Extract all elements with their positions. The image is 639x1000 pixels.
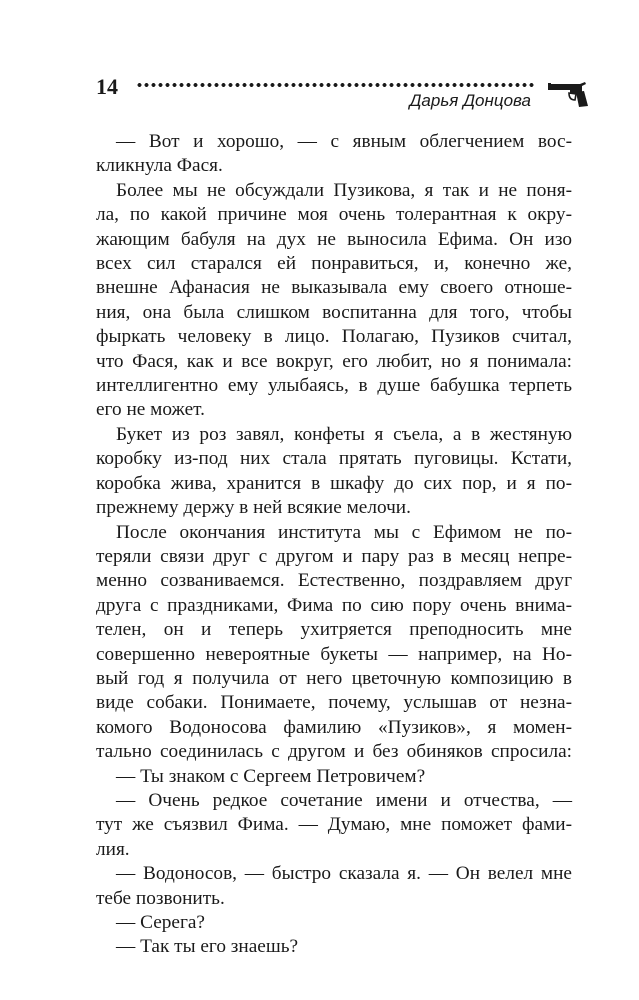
- paragraph: [96, 423, 572, 521]
- text-line: всех сил старался ей понравиться, и, конечно же,: [96, 253, 572, 275]
- text-line: менно созваниваемся. Естественно, поздравляем друг: [96, 570, 572, 592]
- text-line: комого Водоносова фамилию «Пузиков», я момен-: [96, 716, 572, 738]
- paragraph: [96, 521, 572, 765]
- text-line: После окончания института мы с Ефимом не по-: [116, 521, 572, 543]
- page-number: 14: [96, 74, 118, 99]
- paragraph: [96, 789, 572, 862]
- text-line: прежнему держу в ней всякие мелочи.: [96, 497, 411, 519]
- text-line: фыркать человеку в лицо. Полагаю, Пузиков считал,: [96, 326, 572, 348]
- text-line: теряли связи друг с другом и пару раз в месяц непре-: [96, 545, 572, 567]
- text-line: совершенно невероятные букеты — например, на Но-: [96, 643, 572, 665]
- text-line: вый год я получила от него цветочную композицию в: [96, 667, 572, 689]
- text-line: телен, он и теперь ухитряется преподносить мне: [96, 619, 572, 641]
- text-line: что Фася, как и все вокруг, его любит, но я понимала:: [96, 350, 572, 372]
- text-line: кликнула Фася.: [96, 155, 223, 177]
- paragraph: [96, 935, 572, 959]
- text-line: интеллигентно ему улыбаясь, в душе бабушка терпеть: [96, 375, 572, 397]
- text-line: внешне Афанасия не выказывала ему своего отноше-: [96, 277, 572, 299]
- text-line: его не может.: [96, 399, 205, 421]
- paragraph: [96, 765, 572, 789]
- text-line: ния, она была слишком воспитанна для того, чтобы: [96, 301, 572, 323]
- text-line: — Серега?: [116, 912, 205, 933]
- text-line: коробку из-под них стала прятать пуговицы. Кстати,: [96, 448, 572, 470]
- text-line: ла, по какой причине моя очень толерантная к окру-: [96, 204, 572, 226]
- body-text: [96, 130, 572, 960]
- text-line: — Водоносов, — быстро сказала я. — Он велел мне: [116, 863, 572, 885]
- revolver-icon: [548, 82, 588, 108]
- text-line: — Очень редкое сочетание имени и отчества, —: [116, 789, 572, 811]
- paragraph: [96, 911, 572, 935]
- text-line: — Так ты его знаешь?: [116, 936, 299, 958]
- text-line: Более мы не обсуждали Пузикова, я так и не поня-: [116, 179, 572, 201]
- text-line: — Ты знаком с Сергеем Петровичем?: [116, 765, 426, 787]
- text-line: тут же съязвил Фима. — Думаю, мне поможет фами-: [96, 814, 572, 836]
- text-line: коробка жива, хранится в шкафу до сих пор, и я по-: [96, 472, 572, 494]
- text-line: виде собаки. Понимаете, почему, услышав от незна-: [96, 692, 572, 714]
- text-line: тебе позвонить.: [96, 887, 225, 909]
- text-line: лия.: [96, 838, 130, 860]
- header-dotted-rule: [136, 82, 535, 88]
- paragraph: [96, 179, 572, 423]
- text-line: — Вот и хорошо, — с явным облегчением вос-: [116, 131, 572, 152]
- author-name: Дарья Донцова: [409, 91, 531, 110]
- paragraph: [96, 862, 572, 911]
- text-line: друга с праздниками, Фима по сию пору очень внима-: [96, 594, 572, 616]
- text-line: тально соединилась с другом и без обиняков спросила:: [96, 741, 572, 763]
- text-line: жающим бабуля на дух не выносила Ефима. Он изо: [96, 228, 572, 250]
- paragraph: [96, 130, 572, 179]
- text-line: Букет из роз завял, конфеты я съела, а в жестяную: [116, 423, 572, 445]
